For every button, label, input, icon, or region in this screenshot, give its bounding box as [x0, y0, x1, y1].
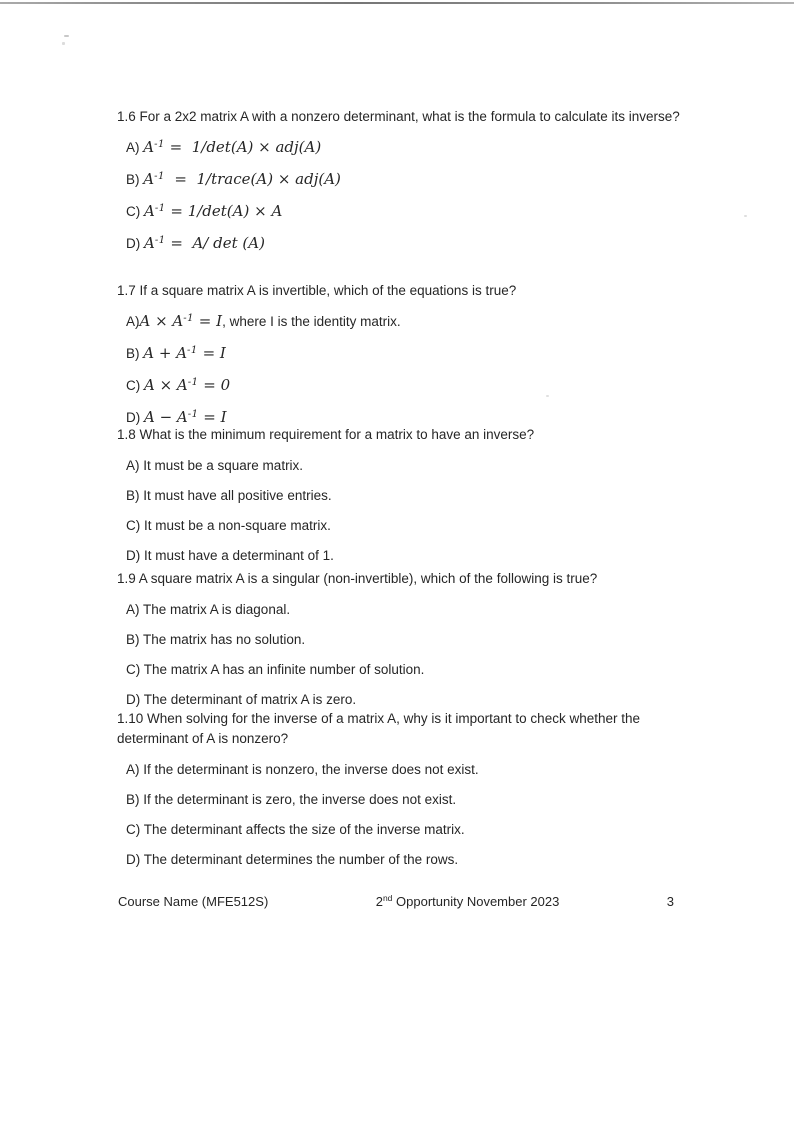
option-text-segment: A) [126, 314, 140, 329]
option-math-segment: = 1/det(A) × A [165, 202, 283, 220]
option-text-segment: A) If the determinant is nonzero, the inverse does not exist. [126, 762, 479, 777]
page-footer [118, 894, 674, 909]
option-math-segment: = 0 [198, 376, 231, 394]
question-block [117, 709, 685, 869]
option-text-segment: C) [126, 204, 144, 219]
answer-option [126, 234, 685, 255]
option-text-segment: A) The matrix A is diagonal. [126, 602, 291, 617]
question-text: 1.7 If a square matrix A is invertible, which of the equations is true? [117, 283, 517, 298]
question-block [117, 569, 685, 709]
option-math-segment: -1 [187, 409, 199, 420]
option-text-segment: C) [126, 378, 144, 393]
option-text-segment: B) [126, 346, 144, 361]
option-text-segment: D) It must have a determinant of 1. [126, 548, 334, 563]
option-math-segment: A + A [143, 344, 188, 362]
option-math-segment: A × A [139, 312, 184, 330]
option-text-segment: B) The matrix has no solution. [126, 632, 306, 647]
option-math-segment: A × A [144, 376, 188, 394]
answer-option [126, 790, 685, 809]
option-math-segment: -1 [154, 139, 165, 150]
answer-option [126, 760, 685, 779]
answer-option [126, 170, 685, 191]
option-text-segment: C) The matrix A has an infinite number of solution. [126, 662, 425, 677]
option-text-segment: A) [126, 140, 144, 155]
answer-option [126, 138, 685, 159]
answer-option [126, 546, 685, 565]
option-math-segment: A [144, 202, 155, 220]
option-math-segment: = 1/det(A) × adj(A) [164, 138, 322, 156]
scan-artifact-top-line [0, 2, 794, 4]
option-math-segment: = I [198, 408, 227, 426]
question-text: 1.6 For a 2x2 matrix A with a nonzero determinant, what is the formula to calculate its inverse? [117, 109, 680, 124]
option-math-segment: = 1/trace(A) × adj(A) [164, 170, 341, 188]
option-text-segment: B) It must have all positive entries. [126, 488, 332, 503]
answer-option [126, 820, 685, 839]
option-math-segment: -1 [154, 235, 166, 246]
option-math-segment: A [143, 170, 155, 188]
option-math-segment: = I [197, 344, 226, 362]
answer-option [126, 660, 685, 679]
question-text: 1.8 What is the minimum requirement for a matrix to have an inverse? [117, 427, 535, 442]
option-text-segment: B) If the determinant is zero, the inverse does not exist. [126, 792, 457, 807]
footer-course-name: Course Name (MFE512S) [118, 894, 269, 909]
option-text-segment: D) [126, 236, 144, 251]
answer-option [126, 600, 685, 619]
answer-option [126, 850, 685, 869]
footer-session-number: 2 [375, 894, 383, 909]
answer-option [126, 486, 685, 505]
answer-option [126, 690, 685, 709]
option-math-segment: -1 [154, 171, 165, 182]
question-block [117, 281, 685, 429]
option-math-segment: -1 [187, 377, 199, 388]
question-block [117, 107, 685, 255]
answer-option [126, 630, 685, 649]
option-math-segment: -1 [187, 345, 198, 356]
option-math-segment: = A/ det (A) [165, 234, 265, 252]
option-text-segment: A) It must be a square matrix. [126, 458, 304, 473]
answer-option [126, 312, 685, 333]
footer-exam-session [376, 894, 560, 909]
footer-page-number: 3 [666, 894, 674, 909]
option-math-segment: A [144, 234, 155, 252]
option-text-segment: D) The determinant of matrix A is zero. [126, 692, 357, 707]
option-text-segment: C) The determinant affects the size of the inverse matrix. [126, 822, 465, 837]
question-block [117, 425, 685, 565]
answer-option [126, 202, 685, 223]
option-text-segment: , where I is the identity matrix. [222, 314, 401, 329]
scan-speck [744, 215, 747, 217]
option-math-segment: = I [194, 312, 223, 330]
option-math-segment: A [143, 138, 155, 156]
answer-option [126, 516, 685, 535]
option-text-segment: B) [126, 172, 144, 187]
option-text-segment: D) [126, 410, 144, 425]
question-text: 1.9 A square matrix A is a singular (non-invertible), which of the following is true? [117, 571, 598, 586]
footer-session-ordinal: nd [382, 893, 393, 903]
scan-speck [64, 35, 69, 37]
option-text-segment: C) It must be a non-square matrix. [126, 518, 331, 533]
option-math-segment: -1 [183, 313, 195, 324]
footer-session-text: Opportunity November 2023 [392, 894, 560, 909]
scan-speck [62, 42, 65, 45]
option-math-segment: -1 [154, 203, 166, 214]
answer-option [126, 456, 685, 475]
answer-option [126, 344, 685, 365]
option-text-segment: D) The determinant determines the number of the rows. [126, 852, 459, 867]
option-math-segment: A − A [144, 408, 188, 426]
question-text: 1.10 When solving for the inverse of a matrix A, why is it important to check whether the determinant of A is nonzero? [117, 711, 640, 746]
answer-option [126, 376, 685, 397]
